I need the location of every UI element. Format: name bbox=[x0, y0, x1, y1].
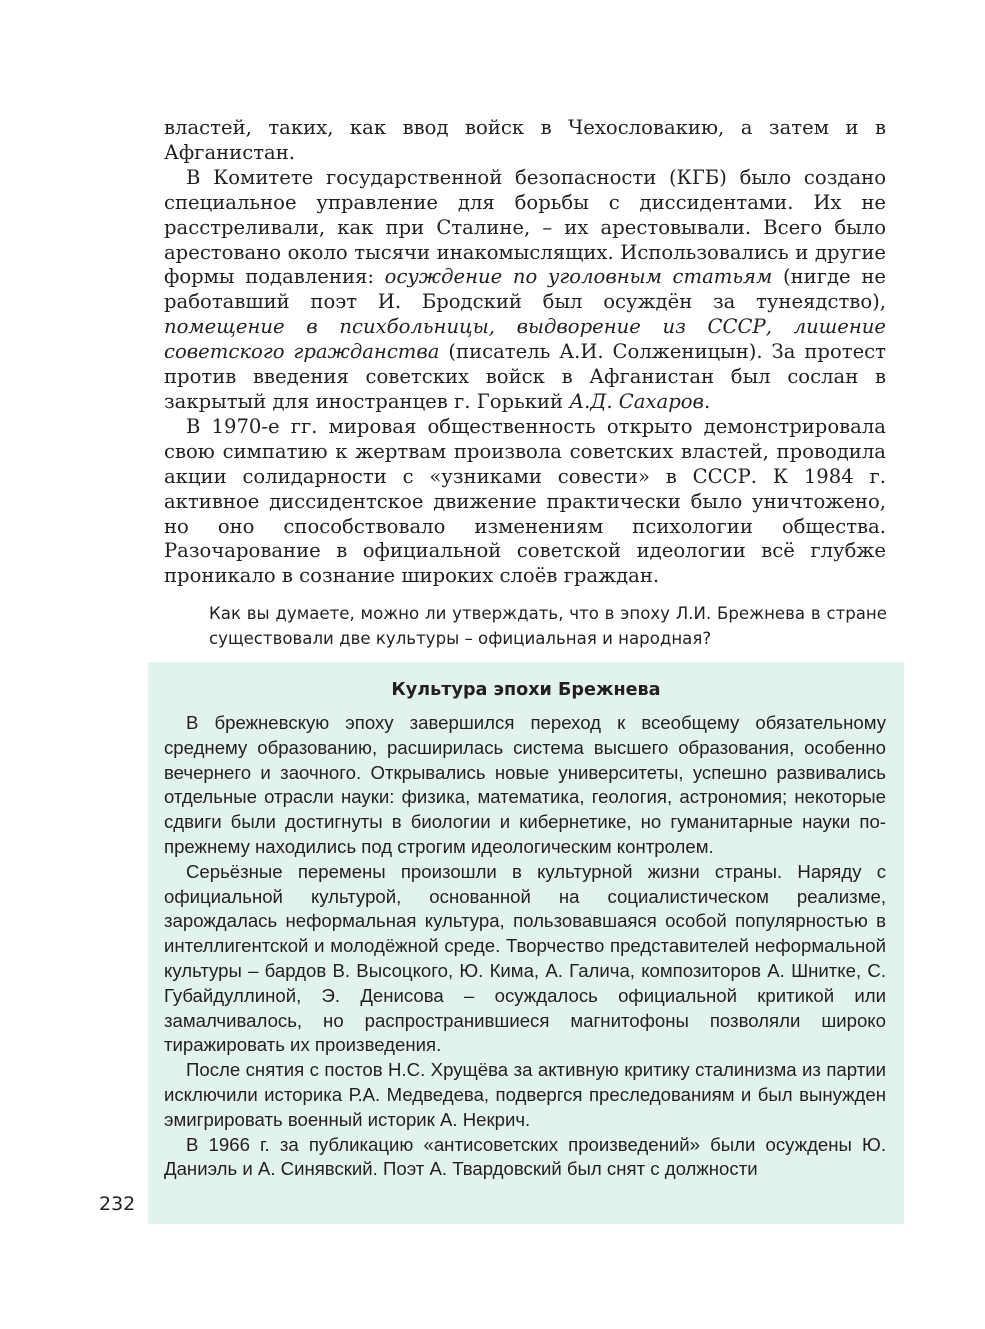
paragraph-2-text-2: (нигде не работавший поэт И. Бродский был осуждён за тунеядство), bbox=[164, 265, 886, 314]
paragraph-2-italic-1: осуждение по уголовным статьям bbox=[384, 265, 773, 289]
paragraph-1: властей, таких, как ввод войск в Чехословакию, а затем и в Афганистан. bbox=[164, 116, 886, 164]
paragraph-2-italic-2: помещение в психбольницы, выдворение из СССР, лишение советского гражданства bbox=[164, 315, 886, 364]
main-text bbox=[164, 116, 886, 589]
review-question: Как вы думаете, можно ли утверждать, что в эпоху Л.И. Брежнева в стране существовали две культуры – официальная и народная? bbox=[209, 604, 887, 648]
sidebar-text bbox=[164, 711, 886, 1182]
sidebar-paragraph: В 1966 г. за публикацию «антисоветских произведений» были осуждены Ю. Даниэль и А. Синявский. Поэт А. Твардовский был снят с должности bbox=[164, 1133, 886, 1180]
paragraph-3: В 1970-е гг. мировая общественность открыто демонстрировала свою симпатию к жертвам произвола советских властей, проводила акции солидарности с «узниками совести» в СССР. К 1984 г. активное диссидентское движение практически было уничтожено, но оно способствовало изменениям психологии общества. Разочарование в официальной советской идеологии всё глубже проникало в сознание широких слоёв граждан. bbox=[164, 414, 886, 588]
sidebar-paragraph: После снятия с постов Н.С. Хрущёва за активную критику сталинизма из партии исключили историка Р.А. Медведева, подвергся преследованиям и был вынужден эмигрировать военный историк А. Некрич. bbox=[164, 1059, 886, 1130]
sidebar-paragraph: В брежневскую эпоху завершился переход к всеобщему обязательному среднему образованию, расширилась система высшего образования, особенно вечернего и заочного. Открывались новые университеты, успешно развивались отдельные отрасли науки: физика, математика, геология, астрономия; некоторые сдвиги были достигнуты в биологии и кибернетике, но гуманитарные науки по-прежнему находились под строгим идеологическим контролем. bbox=[164, 712, 886, 857]
paragraph-2-italic-3: А.Д. Сахаров bbox=[569, 389, 704, 413]
paragraph-2-text-3: (писатель А.И. Солженицын). За протест против введения советских войск в Афганистан был сослан в закрытый для иностранцев г. Горький bbox=[164, 340, 886, 413]
sidebar-title: Культура эпохи Брежнева bbox=[391, 680, 661, 700]
sidebar-paragraph: Серьёзные перемены произошли в культурной жизни страны. Наряду с официальной культурой, основанной на социалистическом реализме, зарождалась неформальная культура, пользовавшаяся особой популярностью в интеллигентской и молодёжной среде. Творчество представителей неформальной культуры – бардов В. Высоцкого, Ю. Кима, А. Галича, композиторов А. Шнитке, С. Губайдуллиной, Э. Денисова – осуждалось официальной критикой или замалчивалось, но распространившиеся магнитофоны позволяли широко тиражировать их произведения. bbox=[164, 860, 886, 1056]
page-number: 232 bbox=[99, 1193, 136, 1215]
paragraph-2-text-4: . bbox=[703, 389, 711, 413]
paragraph-2-text-1: В Комитете государственной безопасности (КГБ) было создано специальное управление для борьбы с диссидентами. Их не расстреливали, как при Сталине, – их арестовывали. Всего было арестовано около тысячи инакомыслящих. Использовались и другие формы подавления: bbox=[164, 165, 886, 289]
paragraph-2 bbox=[164, 166, 886, 415]
